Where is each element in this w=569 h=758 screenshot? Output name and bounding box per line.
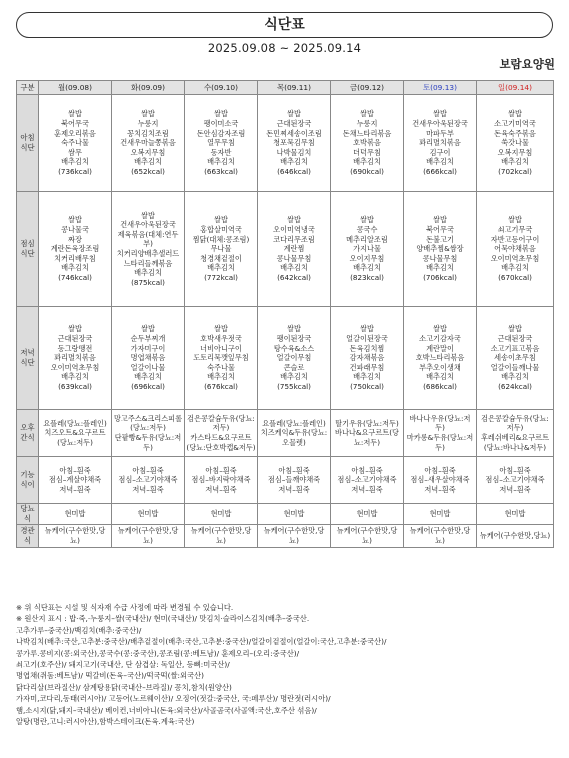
- menu-item: 김구이: [429, 147, 451, 157]
- menu-item: 돈채느타리볶음: [342, 128, 392, 138]
- menu-cell: [185, 410, 258, 457]
- row-breakfast: [17, 95, 554, 192]
- menu-cell: [477, 525, 554, 548]
- menu-item: 요플레(당뇨:플레인): [43, 418, 107, 428]
- menu-item: (652kcal): [131, 166, 165, 176]
- menu-item: 아침–흰죽: [351, 465, 383, 475]
- menu-item: 현미밥: [504, 509, 526, 519]
- menu-item: 쌀밥: [68, 215, 82, 225]
- menu-cell: [39, 525, 112, 548]
- menu-item: 마카롱&두유(당뇨:저두): [406, 433, 474, 452]
- menu-item: (639kcal): [58, 381, 92, 391]
- menu-item: (702kcal): [498, 166, 532, 176]
- row-special-diet: [17, 457, 554, 504]
- row-label-text: 식단: [20, 249, 35, 258]
- menu-item: 뉴케어(구수한맛,당뇨): [190, 526, 252, 545]
- menu-item: 배추김치: [134, 372, 162, 382]
- row-label-text: 경관: [20, 526, 35, 536]
- menu-item: 어묵야채볶음: [494, 244, 536, 254]
- menu-cell: [185, 504, 258, 525]
- menu-item: 점심–새우살야채죽: [410, 475, 470, 485]
- menu-item: 숙주나물: [207, 362, 235, 372]
- menu-item: 콩나물무침: [276, 253, 312, 263]
- note-line: 닭다리살(브라질산)/ 삼계탕용닭(국내산–브라질)/ 꽁치,참치(원양산): [16, 682, 232, 692]
- note-line: 명엽채(쥐돔:베트남)/ 떡갈비(돈육–국산)/떡국떡(쌀:외국산): [16, 671, 204, 681]
- menu-item: 배추김치: [61, 263, 89, 273]
- menu-item: 건새우아욱된장국: [412, 119, 468, 129]
- menu-item: 바나나&요구르트(당뇨:저두): [335, 428, 399, 447]
- menu-cell: [185, 95, 258, 192]
- menu-item: (746kcal): [58, 272, 92, 282]
- menu-item: 누룽지: [356, 119, 378, 129]
- menu-item: 배추김치: [207, 157, 235, 167]
- menu-item: 숙주나물: [61, 138, 89, 148]
- menu-item: 쌀밥: [214, 215, 228, 225]
- menu-cell: [112, 307, 185, 410]
- menu-item: 계란돈육장조림: [50, 244, 100, 254]
- menu-item: 저녁–흰죽: [205, 484, 237, 494]
- menu-item: 쌀밥: [214, 109, 228, 119]
- menu-item: 마파두부: [426, 128, 454, 138]
- menu-item: 쌀밥: [68, 324, 82, 334]
- menu-item: (736kcal): [58, 166, 92, 176]
- menu-item: 북어무국: [61, 119, 89, 129]
- meal-table: [16, 80, 554, 548]
- menu-cell: [477, 504, 554, 525]
- menu-item: 딸기우유(당뇨:저두): [335, 418, 399, 428]
- menu-item: 오이미역초무침: [490, 253, 540, 263]
- date-range: 2025.09.08 ~ 2025.09.14: [207, 41, 362, 55]
- menu-item: (875kcal): [131, 277, 165, 287]
- menu-item: 열무무침: [207, 138, 235, 148]
- menu-cell: [112, 410, 185, 457]
- menu-cell: [185, 307, 258, 410]
- menu-cell: [331, 307, 404, 410]
- menu-item: 더덕무침: [353, 147, 381, 157]
- menu-item: 현미밥: [137, 509, 159, 519]
- menu-item: 바나나우유(당뇨:저두): [409, 413, 471, 433]
- menu-item: 쌀밥: [508, 215, 522, 225]
- menu-item: 배추김치: [353, 263, 381, 273]
- menu-item: 짜장: [68, 234, 82, 244]
- row-label-text: 식이: [20, 480, 35, 489]
- row-label-text: 아침: [20, 133, 35, 143]
- row-label: [17, 504, 39, 525]
- note-line: ※ 원산지 표시 : 밥·죽,·누룽지–쌀(국내산)/ 현미(국내산)/ 맛김치·슬라이스김치(배추–중국산.: [16, 614, 310, 624]
- menu-item: 오이지무침: [349, 253, 385, 263]
- menu-cell: [404, 192, 477, 307]
- menu-item: 저녁–흰죽: [351, 484, 383, 494]
- menu-item: 아침–흰죽: [499, 465, 531, 475]
- menu-item: 제육볶음(대체:연두부): [117, 229, 179, 249]
- menu-item: 쇠고기무국: [497, 225, 533, 235]
- row-dinner: [17, 307, 554, 410]
- header-day-fri: 금(09.12): [331, 81, 404, 95]
- menu-item: 점심–들깨야채죽: [267, 475, 321, 485]
- menu-item: 얼갈이나물: [130, 362, 166, 372]
- menu-item: 후레쉬베리&요구르트(당뇨:바나나&저두): [480, 433, 550, 452]
- menu-item: 쌀밥: [287, 109, 301, 119]
- menu-item: 점심–소고기야채죽: [337, 475, 397, 485]
- menu-item: 계란말이: [426, 343, 454, 353]
- menu-item: 저녁–흰죽: [424, 484, 456, 494]
- menu-item: 찜닭(대체:콩조림): [192, 234, 250, 244]
- menu-cell: [258, 457, 331, 504]
- menu-item: 팽이미소국: [203, 119, 239, 129]
- menu-item: 쌈무: [68, 147, 82, 157]
- menu-item: 배추김치: [353, 372, 381, 382]
- menu-item: (696kcal): [131, 381, 165, 391]
- menu-cell: [404, 457, 477, 504]
- menu-item: 배추김치: [134, 268, 162, 278]
- menu-item: 쌀밥: [360, 109, 374, 119]
- menu-item: 무나물: [210, 244, 232, 254]
- menu-item: 현미밥: [210, 509, 232, 519]
- menu-cell: [331, 504, 404, 525]
- menu-item: 도토리묵깻잎무침: [193, 353, 249, 363]
- menu-item: 근대된장국: [276, 119, 312, 129]
- menu-item: 쌀밥: [141, 109, 155, 119]
- menu-item: (755kcal): [277, 381, 311, 391]
- menu-cell: [112, 457, 185, 504]
- menu-item: 나박물김치: [276, 147, 312, 157]
- menu-item: 근대된장국: [57, 334, 93, 344]
- menu-item: (670kcal): [498, 272, 532, 282]
- menu-item: 배추김치: [134, 157, 162, 167]
- menu-cell: [258, 307, 331, 410]
- menu-item: 청경채겉절이: [200, 253, 242, 263]
- menu-item: 돈육김치찜: [349, 343, 385, 353]
- header-day-mon: 월(09.08): [39, 81, 112, 95]
- menu-item: 배추김치: [280, 157, 308, 167]
- menu-item: (706kcal): [423, 272, 457, 282]
- menu-item: 치커리배무침: [54, 253, 96, 263]
- row-label: [17, 95, 39, 192]
- row-label: [17, 410, 39, 457]
- menu-item: 뉴케어(구수한맛,당뇨): [117, 526, 179, 545]
- row-label-text: 오후: [20, 423, 35, 433]
- menu-item: 쌀밥: [360, 215, 374, 225]
- menu-item: 단팥빵&두유(당뇨:저두): [114, 433, 182, 452]
- menu-item: 동자반: [210, 147, 232, 157]
- menu-item: 가지나물: [353, 244, 381, 254]
- note-line: 쇠고기(호주산)/ 돼지고기(국내산, 단 삼겹살: 독일산, 등뼈:미국산)/: [16, 660, 230, 670]
- row-afternoon-snack: [17, 410, 554, 457]
- note-line: 콩가루.콩비지(콩:외국산),콩국수(콩:중국산),콩조림(콩:베트남)/ 훈제오리–(오리:중국산)/: [16, 648, 300, 658]
- note-line: 햄,소시지(닭,돼지–국내산)/ 베이컨,너비아니(돈육:외국산)/사골곰국(사골액:국산,호주산 섞음)/: [16, 705, 317, 715]
- row-label-text: 식: [23, 536, 32, 545]
- menu-item: 돈육숙주볶음: [494, 128, 536, 138]
- row-lunch: [17, 192, 554, 307]
- menu-item: 얼갈이된장국: [346, 334, 388, 344]
- menu-item: 호박새우젓국: [200, 334, 242, 344]
- menu-item: 명엽채볶음: [130, 353, 166, 363]
- menu-cell: [404, 410, 477, 457]
- table-body: [17, 95, 554, 548]
- menu-item: (642kcal): [277, 272, 311, 282]
- menu-item: 아침–흰죽: [278, 465, 310, 475]
- menu-item: 배추김치: [280, 263, 308, 273]
- menu-cell: [258, 410, 331, 457]
- menu-item: 느타리들께볶음: [123, 258, 173, 268]
- menu-item: 쑥갓나물: [501, 138, 529, 148]
- menu-item: 얼갈이들깨나물: [490, 362, 540, 372]
- menu-cell: [477, 192, 554, 307]
- menu-item: 꽈리멸치볶음: [419, 138, 461, 148]
- menu-item: 치즈케익&두유(당뇨:오믈렛): [260, 428, 328, 447]
- menu-item: 카스타드&요구르트(당뇨:단호박캡&저두): [186, 433, 256, 452]
- menu-item: 쌀밥: [508, 109, 522, 119]
- menu-item: 점심–계살야채죽: [48, 475, 102, 485]
- menu-item: 뉴케어(구수한맛,당뇨): [479, 531, 551, 541]
- menu-item: 꽁치김치조림: [127, 128, 169, 138]
- menu-item: 현미밥: [429, 509, 451, 519]
- menu-item: 가자미구이: [130, 343, 166, 353]
- menu-item: (686kcal): [423, 381, 457, 391]
- menu-item: 건새우마늘쫑볶음: [120, 138, 176, 148]
- menu-cell: [258, 504, 331, 525]
- menu-item: 저녁–흰죽: [278, 484, 310, 494]
- menu-item: (772kcal): [204, 272, 238, 282]
- table-header-row: [17, 81, 554, 95]
- menu-item: (624kcal): [498, 381, 532, 391]
- menu-item: 쌀밥: [433, 109, 447, 119]
- menu-item: 뉴케어(구수한맛,당뇨): [44, 526, 106, 545]
- header-day-tue: 화(09.09): [112, 81, 185, 95]
- menu-item: (666kcal): [423, 166, 457, 176]
- menu-item: 현미밥: [64, 509, 86, 519]
- menu-item: 건파래무침: [349, 362, 385, 372]
- row-label-text: 점심: [20, 239, 35, 249]
- menu-item: 호박볶음: [353, 138, 381, 148]
- menu-item: 부추오이생채: [419, 362, 461, 372]
- menu-item: 배추김치: [207, 263, 235, 273]
- row-label-text: 식단: [20, 143, 35, 152]
- menu-item: 호박느타리볶음: [415, 353, 465, 363]
- menu-item: (646kcal): [277, 166, 311, 176]
- menu-cell: [112, 504, 185, 525]
- menu-cell: [331, 457, 404, 504]
- menu-item: 쌀밥: [287, 215, 301, 225]
- menu-cell: [185, 525, 258, 548]
- menu-item: 콘슬로: [283, 362, 305, 372]
- menu-item: 뉴케어(구수한맛,당뇨): [263, 526, 325, 545]
- menu-item: 아침–흰죽: [59, 465, 91, 475]
- header-day-sat: 토(09.13): [404, 81, 477, 95]
- menu-cell: [331, 525, 404, 548]
- menu-item: 소고기미역국: [494, 119, 536, 129]
- menu-item: 메추리알조림: [346, 234, 388, 244]
- menu-item: (676kcal): [204, 381, 238, 391]
- menu-item: 저녁–흰죽: [132, 484, 164, 494]
- row-label-text: 당뇨: [20, 504, 35, 514]
- menu-cell: [258, 525, 331, 548]
- menu-item: 뉴케어(구수한맛,당뇨): [336, 526, 398, 545]
- row-diabetic-diet: [17, 504, 554, 525]
- menu-cell: [404, 504, 477, 525]
- menu-item: 감자채볶음: [349, 353, 385, 363]
- row-label: [17, 525, 39, 548]
- row-label: [17, 192, 39, 307]
- menu-item: 요플레(당뇨:플레인): [262, 418, 326, 428]
- menu-item: 검은콩칼슘두유(당뇨:저두): [481, 413, 549, 433]
- menu-item: 계란찜: [283, 244, 305, 254]
- row-label-text: 간식: [20, 433, 35, 442]
- header-corner: 구분: [17, 81, 39, 95]
- menu-cell: [185, 192, 258, 307]
- menu-cell: [331, 95, 404, 192]
- menu-item: 현미밥: [356, 509, 378, 519]
- menu-item: 콩국수: [356, 225, 378, 235]
- menu-cell: [39, 410, 112, 457]
- menu-item: 쌀밥: [141, 324, 155, 334]
- menu-cell: [39, 192, 112, 307]
- menu-item: 아침–흰죽: [132, 465, 164, 475]
- organization-name: 보람요양원: [499, 57, 555, 71]
- row-label: [17, 307, 39, 410]
- menu-cell: [112, 525, 185, 548]
- menu-item: 배추김치: [426, 372, 454, 382]
- menu-item: 저녁–흰죽: [499, 484, 531, 494]
- menu-cell: [477, 307, 554, 410]
- menu-item: 콩나물국: [61, 225, 89, 235]
- menu-cell: [477, 457, 554, 504]
- menu-item: 세송이초무침: [494, 353, 536, 363]
- menu-cell: [258, 95, 331, 192]
- menu-item: 배추김치: [207, 372, 235, 382]
- menu-item: 치커리양배추샐러드: [116, 249, 180, 258]
- menu-item: 얼갈이무침: [276, 353, 312, 363]
- menu-item: 코다리무조림: [273, 234, 315, 244]
- menu-cell: [477, 410, 554, 457]
- menu-item: 콩나물무침: [422, 253, 458, 263]
- menu-item: 오복지무침: [130, 147, 166, 157]
- menu-item: 점심–바지락야채죽: [191, 475, 251, 485]
- menu-item: 현미밥: [283, 509, 305, 519]
- menu-item: 배추김치: [280, 372, 308, 382]
- menu-item: (750kcal): [350, 381, 384, 391]
- header-day-wed: 수(09.10): [185, 81, 258, 95]
- menu-cell: [404, 525, 477, 548]
- menu-item: (823kcal): [350, 272, 384, 282]
- menu-item: 누룽지: [137, 119, 159, 129]
- menu-cell: [39, 504, 112, 525]
- menu-item: 청포묵김무침: [273, 138, 315, 148]
- menu-item: 근대된장국: [497, 334, 533, 344]
- menu-item: 배추김치: [501, 372, 529, 382]
- row-label-text: 식: [23, 514, 32, 523]
- menu-item: 아침–흰죽: [424, 465, 456, 475]
- row-label: [17, 457, 39, 504]
- menu-cell: [404, 95, 477, 192]
- menu-cell: [258, 192, 331, 307]
- header-day-sun: 일(09.14): [477, 81, 554, 95]
- menu-item: 쌀밥: [360, 324, 374, 334]
- menu-cell: [331, 192, 404, 307]
- menu-item: 오이미역초무침: [50, 362, 100, 372]
- menu-item: 순두부찌개: [130, 334, 166, 344]
- note-line: 나박김치(배추:국산,고추분:중국산)/배추겉절이(배추:국산,고추분:중국산)/얼갈이겉절이(얼갈이:국산,고추분:중국산)/: [16, 637, 387, 647]
- row-label-text: 식단: [20, 358, 35, 367]
- menu-item: 자반고등어구이: [490, 234, 540, 244]
- header-day-thu: 목(09.11): [258, 81, 331, 95]
- menu-item: 탕수육&소스: [273, 343, 315, 353]
- menu-item: 건새우아욱된장국: [120, 220, 176, 230]
- menu-item: 저녁–흰죽: [59, 484, 91, 494]
- menu-item: 홍합살미역국: [200, 225, 242, 235]
- menu-item: 배추김치: [353, 157, 381, 167]
- menu-item: 배추김치: [501, 157, 529, 167]
- note-line: 가자미,코다리,동태(러시아)/ 고등어(노르웨이산)/ 오징어(젓갈:중국산, 국:페루산)/ 명란젓(러시아)/: [16, 694, 331, 704]
- menu-item: 점심–소고기야채죽: [118, 475, 178, 485]
- menu-item: 북어무국: [426, 225, 454, 235]
- row-label-text: 기능: [20, 470, 35, 480]
- menu-item: 망고주스&크리스피롤(당뇨:저두): [113, 413, 183, 433]
- menu-item: 쌀밥: [287, 324, 301, 334]
- menu-item: 오이미역냉국: [273, 225, 315, 235]
- note-line: ※ 위 식단표는 시설 및 식자재 수급 사정에 따라 변경될 수 있습니다.: [16, 603, 234, 612]
- menu-item: 쌀밥: [508, 324, 522, 334]
- menu-item: 오복지무침: [497, 147, 533, 157]
- menu-item: 검은콩칼슘두유(당뇨:저두): [187, 413, 255, 433]
- menu-cell: [39, 307, 112, 410]
- menu-cell: [404, 307, 477, 410]
- notes-section: [16, 602, 556, 727]
- menu-cell: [112, 95, 185, 192]
- menu-item: 돈불고기: [426, 234, 454, 244]
- menu-item: 쌀밥: [433, 324, 447, 334]
- menu-item: 뉴케어(구수한맛,당뇨): [409, 526, 471, 545]
- menu-cell: [39, 95, 112, 192]
- menu-item: (690kcal): [350, 166, 384, 176]
- menu-item: 팽이된장국: [276, 334, 312, 344]
- note-line: 고추가루–중국산)/백김치(배추:중국산)/: [16, 625, 142, 635]
- menu-item: 배추김치: [426, 263, 454, 273]
- row-tube-feeding: [17, 525, 554, 548]
- menu-cell: [331, 410, 404, 457]
- menu-cell: [39, 457, 112, 504]
- menu-item: 돈민찌세송이조림: [266, 128, 322, 138]
- menu-item: 돈안심감자조림: [196, 128, 246, 138]
- menu-item: 점심–소고기야채죽: [485, 475, 545, 485]
- menu-item: 배추김치: [501, 263, 529, 273]
- menu-item: 소고기감자국: [419, 334, 461, 344]
- menu-item: 배추김치: [61, 372, 89, 382]
- menu-item: 치즈오트&요구르트(당뇨:저두): [44, 428, 106, 447]
- row-label-text: 저녁: [20, 348, 35, 358]
- menu-cell: [477, 95, 554, 192]
- menu-item: 동그랑땡전: [57, 343, 93, 353]
- menu-item: 아침–흰죽: [205, 465, 237, 475]
- menu-item: 쌀밥: [141, 210, 155, 220]
- menu-item: 훈제오리볶음: [54, 128, 96, 138]
- menu-item: 소고기표고볶음: [490, 343, 540, 353]
- menu-cell: [112, 192, 185, 307]
- note-line: 알탕(명란,고니:러시아산),함박스테이크(돈육.계육:국산): [16, 717, 195, 727]
- menu-item: 너비아니구이: [200, 343, 242, 353]
- menu-item: 양배추찜&쌈장: [416, 244, 464, 254]
- page-title: 식단표: [16, 12, 553, 38]
- menu-cell: [185, 457, 258, 504]
- menu-item: 배추김치: [61, 157, 89, 167]
- menu-item: (663kcal): [204, 166, 238, 176]
- menu-item: 쌀밥: [433, 215, 447, 225]
- menu-item: 쌀밥: [214, 324, 228, 334]
- menu-item: 꽈리멸치볶음: [54, 353, 96, 363]
- menu-item: 쌀밥: [68, 109, 82, 119]
- menu-item: 배추김치: [426, 157, 454, 167]
